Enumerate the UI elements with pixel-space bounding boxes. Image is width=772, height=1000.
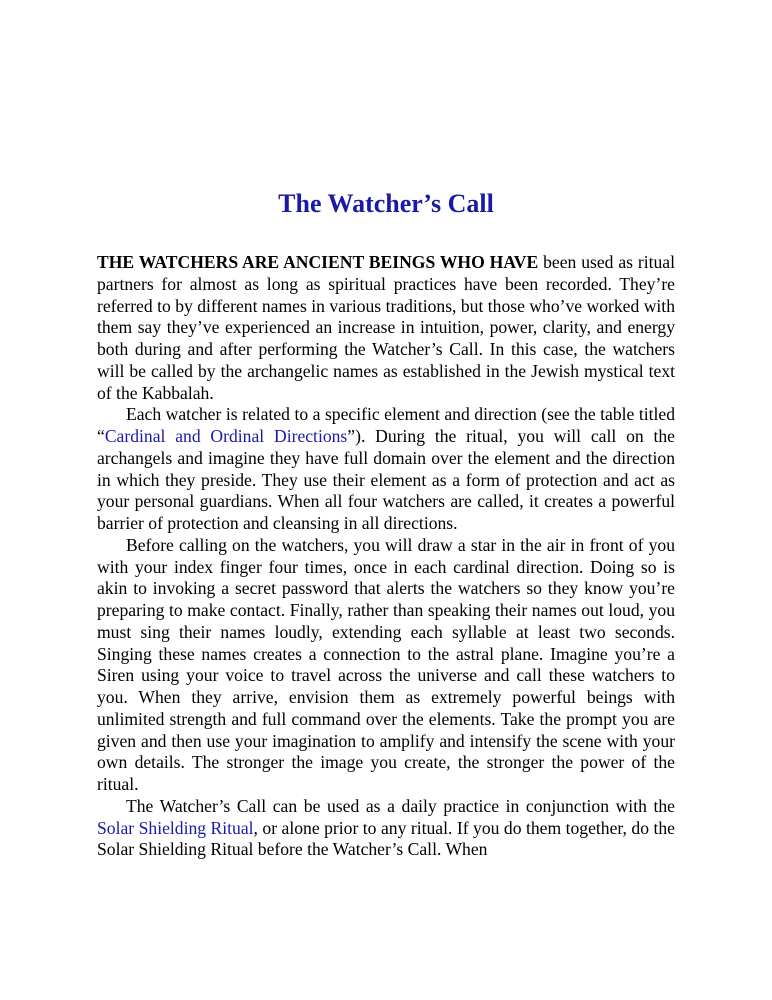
- solar-shielding-ritual-link[interactable]: Solar Shielding Ritual: [97, 817, 254, 838]
- paragraph-4-text-before: The Watcher’s Call can be used as a daily practice in conjunction with the: [126, 795, 675, 816]
- paragraph-2: [97, 404, 675, 535]
- paragraph-1-lead-in: THE WATCHERS ARE ANCIENT BEINGS WHO HAVE: [97, 252, 539, 272]
- chapter-title: The Watcher’s Call: [278, 189, 494, 219]
- paragraph-4: [97, 796, 675, 861]
- cardinal-ordinal-directions-link[interactable]: Cardinal and Ordinal Directions: [104, 426, 348, 446]
- paragraph-2-text-after: ”). During the ritual, you will call on the archangels and imagine they have full domain over the element and the direction in which they preside. They use their element as a form of protection and act as your personal guardians. When all four watchers are called, it creates a powerful barrier of protection and cleansing in all directions.: [97, 426, 675, 533]
- paragraph-3: [97, 535, 675, 796]
- chapter-body: [97, 252, 675, 861]
- paragraph-4-text-after: , or alone prior to any ritual. If you do them together, do the Solar Shielding Ritual before the Watcher’s Call. When: [97, 817, 675, 860]
- paragraph-2-text-before: Each watcher is related to a specific element and direction (see the table titled “: [97, 404, 675, 446]
- paragraph-1-text: been used as ritual partners for almost as long as spiritual practices have been recorded. They’re referred to by different names in various traditions, but those who’ve worked with them say they’ve experienced an increase in intuition, power, clarity, and energy both during and after performing the Watcher’s Call. In this case, the watchers will be called by the archangelic names as established in the Jewish mystical text of the Kabbalah.: [97, 252, 675, 403]
- paragraph-3-text: Before calling on the watchers, you will draw a star in the air in front of you with your index finger four times, once in each cardinal direction. Doing so is akin to invoking a secret password that alerts the watchers so they know you’re preparing to make contact. Finally, rather than speaking their names out loud, you must sing their names loudly, extending each syllable at least two seconds. Singing these names creates a connection to the astral plane. Imagine you’re a Siren using your voice to travel across the universe and call these watchers to you. When they arrive, envision them as extremely powerful beings with unlimited strength and full command over the elements. Take the prompt you are given and then use your imagination to amplify and intensify the scene with your own details. The stronger the image you create, the stronger the power of the ritual.: [97, 534, 675, 794]
- paragraph-1: [97, 252, 675, 404]
